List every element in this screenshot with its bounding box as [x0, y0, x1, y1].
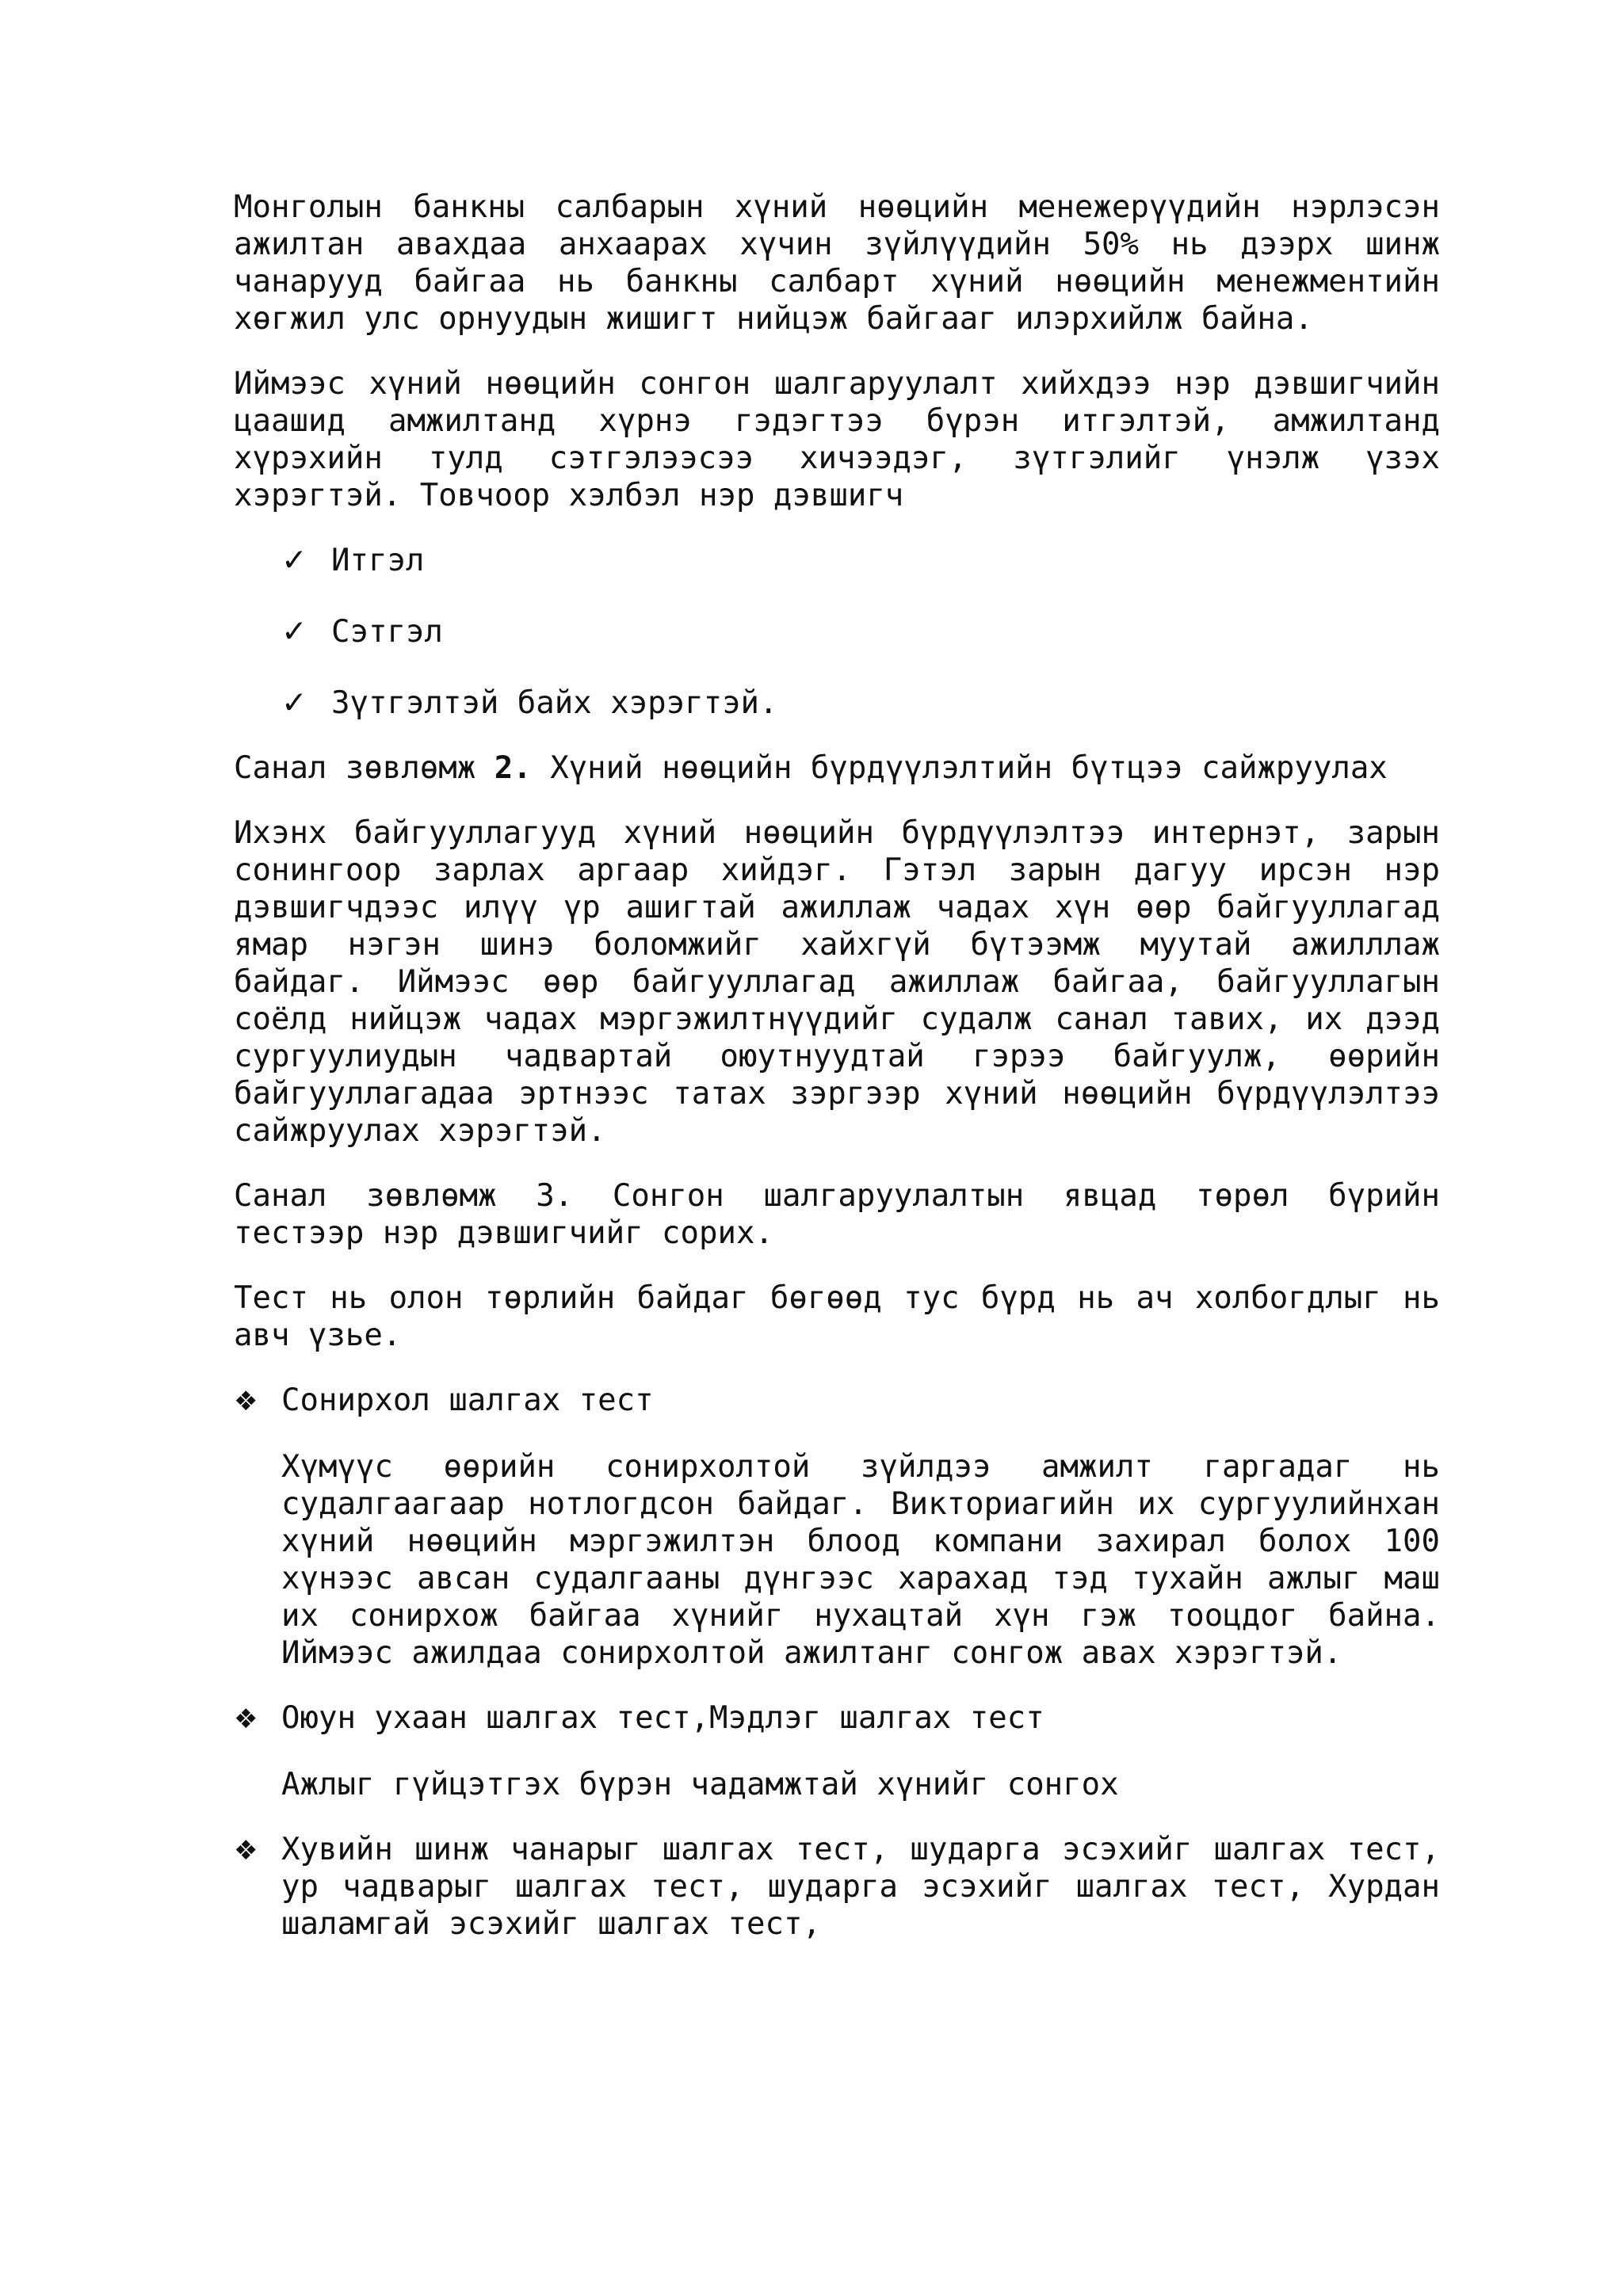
- check-mark-icon: ✓: [281, 614, 307, 650]
- recommendation-prefix: Санал зөвлөмж: [234, 1178, 497, 1214]
- test-section-interest: [234, 1382, 1440, 1421]
- paragraph-2: Иймээс хүний нөөцийн сонгон шалгаруулалт хийхдээ нэр дэвшигчийн цаашид амжилтанд хүрнэ гэдэгтээ бүрэн итгэлтэй, амжилтанд хүрэхийн тулд сэтгэлээсээ хичээдэг, зүтгэлийг үнэлж үзэх хэрэгтэй. Товчоор хэлбэл нэр дэвшигч: [234, 366, 1440, 513]
- recommendation-title: Хүний нөөцийн бүрдүүлэлтийн бүтцээ сайжруулах: [550, 750, 1388, 786]
- recommendation-number: 2.: [494, 750, 532, 786]
- diamond-bullet-icon: ❖: [234, 1386, 258, 1417]
- recommendation-number: 3.: [536, 1178, 574, 1214]
- diamond-bullet-icon: ❖: [234, 1835, 258, 1867]
- paragraph-1: Монголын банкны салбарын хүний нөөцийн менежерүүдийн нэрлэсэн ажилтан авахдаа анхаарах хүчин зүйлүүдийн 50% нь дээрх шинж чанарууд байгаа нь банкны салбарт хүний нөөцийн менежментийн хөгжил улс орнуудын жишигт нийцэж байгааг илэрхийлж байна.: [234, 189, 1440, 337]
- recommendation-prefix: Санал зөвлөмж: [234, 750, 476, 786]
- check-mark-icon: ✓: [281, 685, 307, 721]
- check-mark-icon: ✓: [281, 543, 307, 578]
- diamond-bullet-icon: ❖: [234, 1703, 258, 1735]
- test-section-personality: [234, 1831, 1440, 1943]
- recommendation-title: Сонгон шалгаруулалтын явцад төрөл бүрийн тестээр нэр дэвшигчийг сорих.: [234, 1178, 1441, 1251]
- checklist: [281, 542, 1440, 722]
- document-page: [234, 189, 1440, 1970]
- paragraph-4: Тест нь олон төрлийн байдаг бөгөөд тус бүрд нь ач холбогдлыг нь авч үзье.: [234, 1280, 1440, 1353]
- paragraph-3: Ихэнх байгууллагууд хүний нөөцийн бүрдүүлэлтээ интернэт, зарын сонингоор зарлах аргаар хийдэг. Гэтэл зарын дагуу ирсэн нэр дэвшигчдээс илүү үр ашигтай ажиллаж чадах хүн өөр байгууллагад ямар нэгэн шинэ боломжийг хайхгүй бүтээмж муутай ажилллаж байдаг. Иймээс өөр байгууллагад ажиллаж байгаа, байгууллагын соёлд нийцэж чадах мэргэжилтнүүдийг судалж санал тавих, их дээд сургуулиудын чадвартай оюутнуудтай гэрээ байгуулж, өөрийн байгууллагадаа эртнээс татах зэргээр хүний нөөцийн бүрдүүлэлтээ сайжруулах хэрэгтэй.: [234, 815, 1440, 1149]
- section-title: Сонирхол шалгах тест: [281, 1383, 654, 1418]
- checklist-item-text: Итгэл: [331, 543, 425, 578]
- checklist-item: [281, 613, 1440, 650]
- section-title: Хувийн шинж чанарыг шалгах тест, шударга эсэхийг шалгах тест, ур чадварыг шалгах тест, шударга эсэхийг шалгах тест, Хурдан шаламгай эсэхийг шалгах тест,: [281, 1832, 1440, 1942]
- recommendation-2-heading: [234, 749, 1440, 787]
- test-section-intelligence: [234, 1699, 1440, 1738]
- recommendation-3-heading: [234, 1177, 1440, 1252]
- checklist-item-text: Сэтгэл: [331, 614, 443, 650]
- section-body: Ажлыг гүйцэтгэх бүрэн чадамжтай хүнийг сонгох: [281, 1767, 1119, 1802]
- section-body: Хүмүүс өөрийн сонирхолтой зүйлдээ амжилт гаргадаг нь судалгаагаар нотлогдсон байдаг. Викториагийн их сургуулийнхан хүний нөөцийн мэргэжилтэн блоод компани захирал болох 100 хүнээс авсан судалгааны дүнгээс харахад тэд тухайн ажлыг маш их сонирхож байгаа хүнийг нухацтай хүн гэж тооцдог байна. Иймээс ажилдаа сонирхолтой ажилтанг сонгож авах хэрэгтэй.: [281, 1449, 1440, 1671]
- section-title: Оюун ухаан шалгах тест,Мэдлэг шалгах тест: [281, 1700, 1044, 1736]
- checklist-item: [281, 542, 1440, 579]
- checklist-item-text: Зүтгэлтэй байх хэрэгтэй.: [331, 685, 778, 721]
- checklist-item: [281, 685, 1440, 722]
